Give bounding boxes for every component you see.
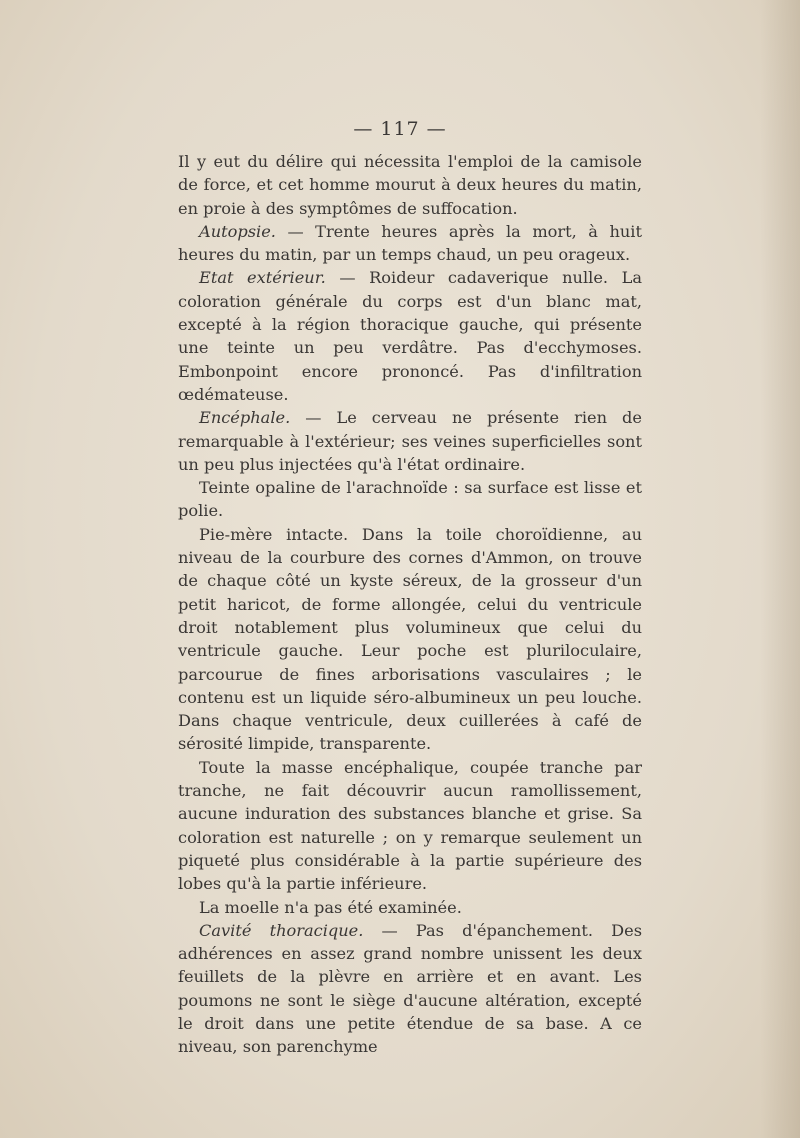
- page-edge-shadow: [760, 0, 800, 1138]
- section-heading-etat-exterieur: Etat extérieur.: [199, 268, 326, 288]
- section-heading-encephale: Encéphale.: [199, 408, 291, 428]
- section-heading-autopsie: Autopsie.: [199, 221, 276, 241]
- paragraph-etat-exterieur: [178, 266, 642, 406]
- body-text: [178, 150, 642, 1059]
- paragraph-teinte-text: Teinte opaline de l'arachnoïde : sa surface est lisse et polie.: [178, 478, 642, 521]
- paragraph-masse: [178, 756, 642, 896]
- paragraph-encephale: [178, 406, 642, 476]
- paragraph-autopsie-text: — Trente heures après la mort, à huit heures du matin, par un temps chaud, un peu orageux.: [178, 221, 642, 265]
- paragraph-1: [178, 150, 642, 220]
- paragraph-cavite-thoracique-text: — Pas d'épanchement. Des adhérences en assez grand nombre unissent les deux feuillets de la plèvre en arrière et en avant. Les poumons ne sont le siège d'aucune altération, excepté le droit dans une petite étendue de sa base. A ce niveau, son parenchyme: [178, 920, 642, 1057]
- paragraph-encephale-text: — Le cerveau ne présente rien de remarquable à l'extérieur; ses veines superficielles sont un peu plus injectées qu'à l'état ordinaire.: [178, 408, 642, 474]
- paragraph-teinte: [178, 476, 642, 523]
- section-heading-cavite-thoracique: Cavité thoracique.: [199, 920, 364, 940]
- paragraph-pie-mere: [178, 523, 642, 756]
- paragraph-autopsie: [178, 220, 642, 267]
- paragraph-moelle-text: La moelle n'a pas été examinée.: [199, 897, 462, 917]
- page-number: — 117 —: [353, 118, 447, 140]
- paragraph-moelle: [178, 896, 642, 919]
- paragraph-masse-text: Toute la masse encéphalique, coupée tranche par tranche, ne fait découvrir aucun ramollissement, aucune induration des substances blanche et grise. Sa coloration est naturelle ; on y remarque seulement un piqueté plus considérable à la partie supérieure des lobes qu'à la partie inférieure.: [178, 757, 642, 894]
- paragraph-1-text: Il y eut du délire qui nécessita l'emploi de la camisole de force, et cet homme mourut à deux heures du matin, en proie à des symptômes de suffocation.: [178, 152, 642, 218]
- paragraph-etat-exterieur-text: — Roideur cadaverique nulle. La coloration générale du corps est d'un blanc mat, excepté à la région thoracique gauche, qui présente une teinte un peu verdâtre. Pas d'ecchymoses. Embonpoint encore prononcé. Pas d'infiltration œdémateuse.: [178, 268, 642, 404]
- paragraph-cavite-thoracique: [178, 919, 642, 1059]
- paragraph-pie-mere-text: Pie-mère intacte. Dans la toile choroïdienne, au niveau de la courbure des cornes d'Ammon, on trouve de chaque côté un kyste séreux, de la grosseur d'un petit haricot, de forme allongée, celui du ventricule droit notablement plus volumineux que celui du ventricule gauche. Leur poche est pluriloculaire, parcourue de fines arborisations vasculaires ; le contenu est un liquide séro-albumineux un peu louche. Dans chaque ventricule, deux cuillerées à café de sérosité limpide, transparente.: [178, 524, 642, 754]
